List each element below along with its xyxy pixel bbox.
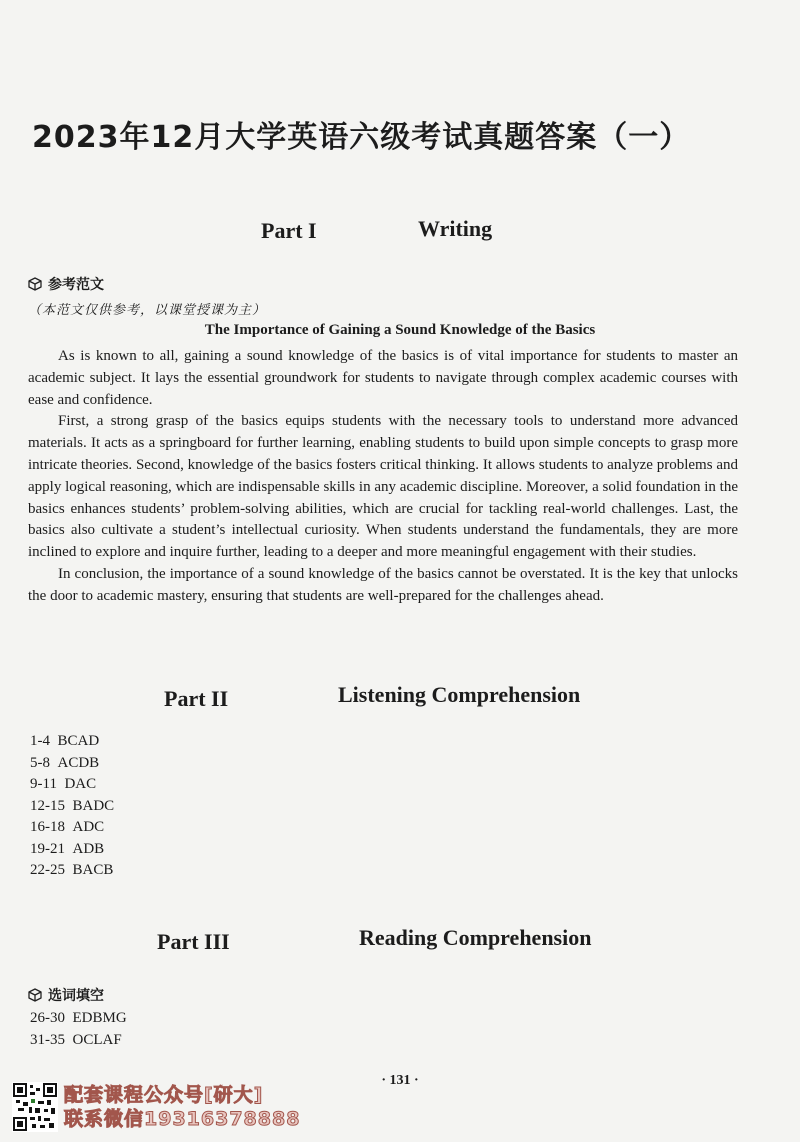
part3-name: Reading Comprehension: [359, 925, 592, 950]
page-title: 2023年12月大学英语六级考试真题答案（一）: [32, 120, 691, 155]
answer-row: 1-4 BCAD: [30, 733, 100, 749]
cube-icon: [28, 988, 42, 1002]
essay-paragraph: First, a strong grasp of the basics equips students with the necessary tools to understand more advanced materials. It acts as a springboard for further learning, enabling students to build upon simple concepts to grasp more intricate theories. Second, knowledge of the basics fosters critical thinking. It allows students to analyze problems and apply logical reasoning, which are indispensable skills in any academic discipline. Moreover, a solid foundation in the basics enhances students’ problem-solving abilities, which are crucial for tackling real-world challenges. Last, the basics also cultivate a student’s intellectual curiosity. When students understand the fundamentals, they are more inclined to explore and inquire further, leading to a deeper and more meaningful engagement with their studies.: [28, 413, 738, 561]
answer-row: 31-35 OCLAF: [30, 1031, 122, 1048]
essay-paragraph: In conclusion, the importance of a sound knowledge of the basics cannot be overstated. It is the key that unlocks the door to academic mastery, ensuring that students are well-prepared for the challenges ahead.: [28, 565, 738, 604]
word-bank-label: [28, 985, 104, 1005]
part1-label: Part I: [261, 218, 317, 243]
sample-essay-label: [28, 274, 104, 294]
reading-answers: [30, 1008, 127, 1051]
part2-name: Listening Comprehension: [338, 682, 581, 707]
sample-essay-text: 参考范文: [48, 277, 104, 293]
answer-row: 26-30 EDBMG: [30, 1010, 127, 1026]
page-number: · 131 ·: [381, 1073, 419, 1088]
reference-note: （本范文仅供参考，以课堂授课为主）: [28, 303, 267, 318]
answer-row: 9-11 DAC: [30, 776, 97, 792]
answer-row: 12-15 BADC: [30, 797, 115, 814]
essay-paragraph: As is known to all, gaining a sound knowledge of the basics is of vital importance for students to master an academic subject. It lays the essential groundwork for students to navigate through complex academic courses with ease and confidence.: [28, 348, 738, 408]
listening-answers: [30, 731, 114, 882]
answer-row: 16-18 ADC: [30, 819, 105, 835]
part2-label: Part II: [164, 686, 229, 711]
answer-row: 5-8 ACDB: [30, 754, 100, 771]
cube-icon: [28, 277, 42, 291]
answer-row: 22-25 BACB: [30, 862, 114, 878]
part1-name: Writing: [418, 216, 493, 241]
essay-title: The Importance of Gaining a Sound Knowledge of the Basics: [204, 322, 596, 338]
watermark: [12, 1082, 300, 1132]
watermark-line1: 配套课程公众号[研大]: [64, 1084, 264, 1106]
answer-row: 19-21 ADB: [30, 840, 105, 857]
part3-label: Part III: [157, 929, 230, 954]
word-bank-text: 选词填空: [48, 988, 104, 1004]
essay-body: [28, 346, 738, 608]
watermark-line2: 联系微信19316378888: [64, 1108, 301, 1130]
watermark-text: [64, 1083, 300, 1131]
qr-code-icon: [12, 1082, 58, 1132]
